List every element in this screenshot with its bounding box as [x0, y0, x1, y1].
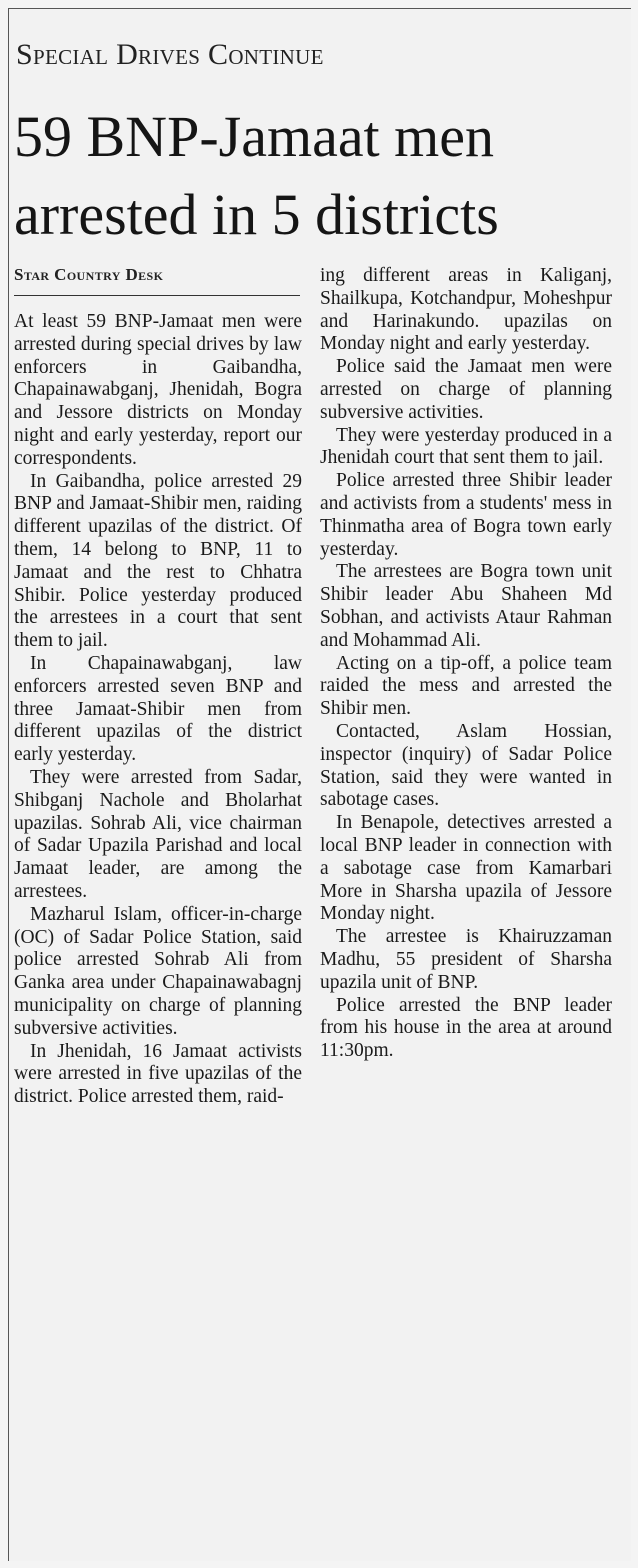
- article-kicker: Special Drives Continue: [16, 38, 324, 71]
- paragraph: In Jhenidah, 16 Jamaat activists were arrested in five upazilas of the district. Police arrested them, raid-: [14, 1040, 302, 1108]
- paragraph: They were arrested from Sadar, Shibganj Nachole and Bholarhat upazilas. Sohrab Ali, vice chairman of Sadar Upazila Parishad and local Jamaat leader, are among the arrestees.: [14, 766, 302, 902]
- article-column-left: [14, 311, 302, 1109]
- paragraph: Acting on a tip-off, a police team raided the mess and arrested the Shibir men.: [320, 652, 612, 720]
- paragraph: At least 59 BNP-Jamaat men were arrested during special drives by law enforcers in Gaibandha, Chapainawabganj, Jhenidah, Bogra and Jessore districts on Monday night and early yesterday, report our correspondents.: [14, 311, 302, 469]
- paragraph: Contacted, Aslam Hossian, inspector (inquiry) of Sadar Police Station, said they were wanted in sabotage cases.: [320, 720, 612, 811]
- paragraph: Police said the Jamaat men were arrested on charge of planning subversive activities.: [320, 356, 612, 423]
- byline-rule: [14, 295, 300, 296]
- article-headline: 59 BNP-Jamaat men arrested in 5 districts: [14, 104, 499, 247]
- paragraph: They were yesterday produced in a Jhenidah court that sent them to jail.: [320, 424, 612, 469]
- article-byline: Star Country Desk: [14, 265, 164, 284]
- article-column-right: [320, 265, 612, 1063]
- paragraph: In Benapole, detectives arrested a local BNP leader in connection with a sabotage case from Kamarbari More in Sharsha upazila of Jessore Monday night.: [320, 812, 612, 925]
- paragraph: ing different areas in Kaliganj, Shailkupa, Kotchandpur, Moheshpur and Harinakundo. upazilas on Monday night and early yesterday.: [320, 265, 612, 355]
- paragraph: In Chapainawabganj, law enforcers arrested seven BNP and three Jamaat-Shibir men from different upazilas of the district early yesterday.: [14, 652, 302, 766]
- paragraph: Police arrested three Shibir leader and activists from a students' mess in Thinmatha area of Bogra town early yesterday.: [320, 470, 612, 560]
- paragraph: Mazharul Islam, officer-in-charge (OC) of Sadar Police Station, said police arrested Sohrab Ali from Ganka area under Chapainawabagnj municipality on charge of planning subversive activities.: [14, 903, 302, 1039]
- paragraph: The arrestee is Khairuzzaman Madhu, 55 president of Sharsha upazila unit of BNP.: [320, 926, 612, 993]
- paragraph: In Gaibandha, police arrested 29 BNP and Jamaat-Shibir men, raiding different upazilas of the district. Of them, 14 belong to BNP, 11 to Jamaat and the rest to Chhatra Shibir. Police yesterday produced the arrestees in a court that sent them to jail.: [14, 470, 302, 652]
- paragraph: Police arrested the BNP leader from his house in the area at around 11:30pm.: [320, 994, 612, 1062]
- paragraph: The arrestees are Bogra town unit Shibir leader Abu Shaheen Md Sobhan, and activists Ataur Rahman and Mohammad Ali.: [320, 561, 612, 651]
